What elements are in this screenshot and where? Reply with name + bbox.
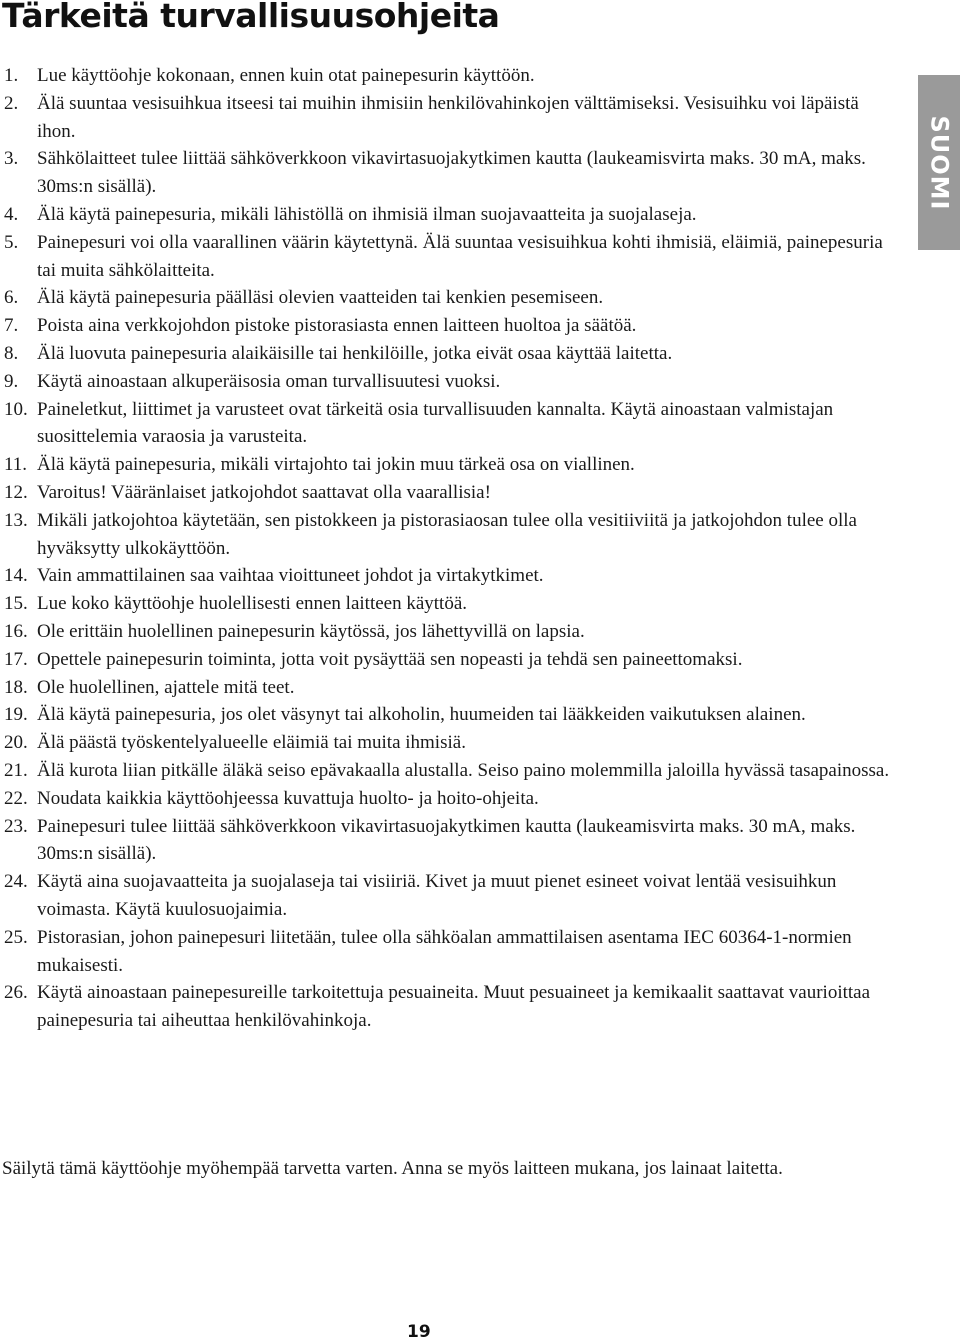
language-tab-label: SUOMI — [925, 115, 953, 210]
rule-number: 14. — [4, 565, 28, 587]
list-item — [0, 813, 900, 869]
rule-text: Käytä ainoastaan painepesureille tarkoitettuja pesuaineita. Muut pesuaineet ja kemikaalit saattavat vaurioittaa painepesuria tai aiheuttaa henkilövahinkoja. — [37, 982, 871, 1032]
rule-number: 12. — [4, 481, 28, 503]
rule-number: 10. — [4, 398, 28, 420]
list-item — [0, 562, 900, 590]
rule-text: Lue käyttöohje kokonaan, ennen kuin otat painepesurin käyttöön. — [37, 65, 535, 86]
list-item — [0, 590, 900, 618]
rule-number: 25. — [4, 926, 28, 948]
rule-text: Pistorasian, johon painepesuri liitetään, tulee olla sähköalan ammattilaisen asentama IEC 60364-1-normien mukaisesti. — [37, 926, 852, 976]
list-item — [0, 868, 900, 924]
rule-number: 18. — [4, 676, 28, 698]
rule-text: Käytä ainoastaan alkuperäisosia oman turvallisuutesi vuoksi. — [37, 370, 501, 392]
rule-number: 2. — [4, 92, 19, 114]
list-item — [0, 674, 900, 702]
list-item — [0, 284, 900, 312]
rule-number: 4. — [4, 203, 19, 225]
rule-text: Älä käytä painepesuria, mikäli virtajohto tai jokin muu tärkeä osa on viallinen. — [37, 454, 635, 476]
language-tab — [918, 75, 960, 250]
rule-number: 6. — [4, 287, 19, 309]
rule-number: 23. — [4, 815, 28, 837]
list-item — [0, 396, 900, 452]
rule-text: Ole erittäin huolellinen painepesurin käytössä, jos lähettyvillä on lapsia. — [37, 620, 585, 642]
list-item — [0, 451, 900, 479]
list-item — [0, 229, 900, 285]
rule-number: 8. — [4, 342, 19, 364]
list-item — [0, 618, 900, 646]
page-number: 19 — [407, 1322, 431, 1342]
rule-text: Käytä aina suojavaatteita ja suojalaseja tai visiiriä. Kivet ja muut pienet esineet voivat lentää vesisuihkun voimasta. Käytä kuulosuojaimia. — [37, 871, 837, 920]
rule-text: Poista aina verkkojohdon pistoke pistorasiasta ennen laitteen huoltoa ja säätöä. — [37, 315, 637, 337]
rule-number: 7. — [4, 315, 19, 337]
list-item — [0, 90, 900, 146]
list-item — [0, 62, 900, 90]
list-item — [0, 201, 900, 229]
rule-number: 22. — [4, 787, 28, 809]
rule-text: Opettele painepesurin toiminta, jotta voit pysäyttää sen nopeasti ja tehdä sen paineettomaksi. — [37, 648, 743, 670]
rule-number: 17. — [4, 648, 28, 670]
rule-number: 21. — [4, 759, 28, 781]
rule-text: Painepesuri voi olla vaarallinen väärin käytettynä. Älä suuntaa vesisuihkua kohti ihmisiä, eläimiä, painepesuria tai muita sähkölaitteita. — [37, 231, 883, 281]
list-item — [0, 479, 900, 507]
rule-number: 16. — [4, 620, 28, 642]
list-item — [0, 368, 900, 396]
rule-number: 15. — [4, 593, 28, 615]
rule-text: Älä luovuta painepesuria alaikäisille tai henkilöille, jotka eivät osaa käyttää laitetta. — [37, 342, 673, 364]
rule-number: 20. — [4, 732, 28, 754]
rule-text: Mikäli jatkojohtoa käytetään, sen pistokkeen ja pistorasiaosan tulee olla vesitiiviitä ja jatkojohdon tulee olla hyväksytty ulkokäyttöön. — [37, 509, 857, 559]
rule-number: 1. — [4, 65, 19, 86]
rule-number: 9. — [4, 370, 19, 392]
rule-text: Älä päästä työskentelyalueelle eläimiä tai muita ihmisiä. — [37, 732, 466, 754]
list-item — [0, 145, 900, 201]
rule-text: Älä kurota liian pitkälle äläkä seiso epävakaalla alustalla. Seiso paino molemmilla jaloilla hyvässä tasapainossa. — [37, 759, 890, 781]
list-item — [0, 646, 900, 674]
storage-note: Säilytä tämä käyttöohje myöhempää tarvetta varten. Anna se myös laitteen mukana, jos lainaat laitetta. — [2, 1158, 783, 1179]
list-item — [0, 701, 900, 729]
list-item — [0, 312, 900, 340]
page-title: Tärkeitä turvallisuusohjeita — [2, 0, 500, 35]
rule-number: 19. — [4, 704, 28, 726]
list-item — [0, 757, 900, 785]
rule-text: Ole huolellinen, ajattele mitä teet. — [37, 676, 295, 698]
rule-text: Älä suuntaa vesisuihkua itseesi tai muihin ihmisiin henkilövahinkojen välttämiseksi. Vesisuihku voi läpäistä ihon. — [37, 92, 859, 142]
list-item — [0, 729, 900, 757]
rule-number: 11. — [4, 454, 28, 476]
rule-text: Varoitus! Vääränlaiset jatkojohdot saattavat olla vaarallisia! — [37, 481, 491, 503]
rule-text: Älä käytä painepesuria, jos olet väsynyt tai alkoholin, huumeiden tai lääkkeiden vaikutuksen alainen. — [37, 704, 806, 726]
rule-number: 13. — [4, 509, 28, 531]
rule-text: Paineletkut, liittimet ja varusteet ovat tärkeitä osia turvallisuuden kannalta. Käytä ainoastaan valmistajan suosittelemia varaosia ja varusteita. — [37, 398, 834, 448]
rule-text: Sähkölaitteet tulee liittää sähköverkkoon vikavirtasuojakytkimen kautta (laukeamisvirta maks. 30 mA, maks. 30ms:n sisällä). — [37, 148, 866, 198]
rule-text: Älä käytä painepesuria, mikäli lähistöllä on ihmisiä ilman suojavaatteita ja suojalaseja. — [37, 203, 697, 225]
list-item — [0, 785, 900, 813]
rule-text: Älä käytä painepesuria päälläsi olevien vaatteiden tai kenkien pesemiseen. — [37, 287, 604, 309]
safety-rules-list — [0, 62, 900, 1035]
rule-text: Painepesuri tulee liittää sähköverkkoon vikavirtasuojakytkimen kautta (laukeamisvirta maks. 30 mA, maks. 30ms:n sisällä). — [37, 815, 856, 865]
rule-number: 3. — [4, 148, 19, 170]
rule-text: Noudata kaikkia käyttöohjeessa kuvattuja huolto- ja hoito-ohjeita. — [37, 787, 539, 809]
rule-number: 26. — [4, 982, 28, 1004]
rule-text: Vain ammattilainen saa vaihtaa vioittuneet johdot ja virtakytkimet. — [37, 565, 544, 587]
list-item — [0, 924, 900, 980]
list-item — [0, 979, 900, 1035]
list-item — [0, 340, 900, 368]
list-item — [0, 507, 900, 563]
rule-text: Lue koko käyttöohje huolellisesti ennen laitteen käyttöä. — [37, 593, 468, 615]
rule-number: 5. — [4, 231, 19, 253]
rule-number: 24. — [4, 871, 28, 893]
